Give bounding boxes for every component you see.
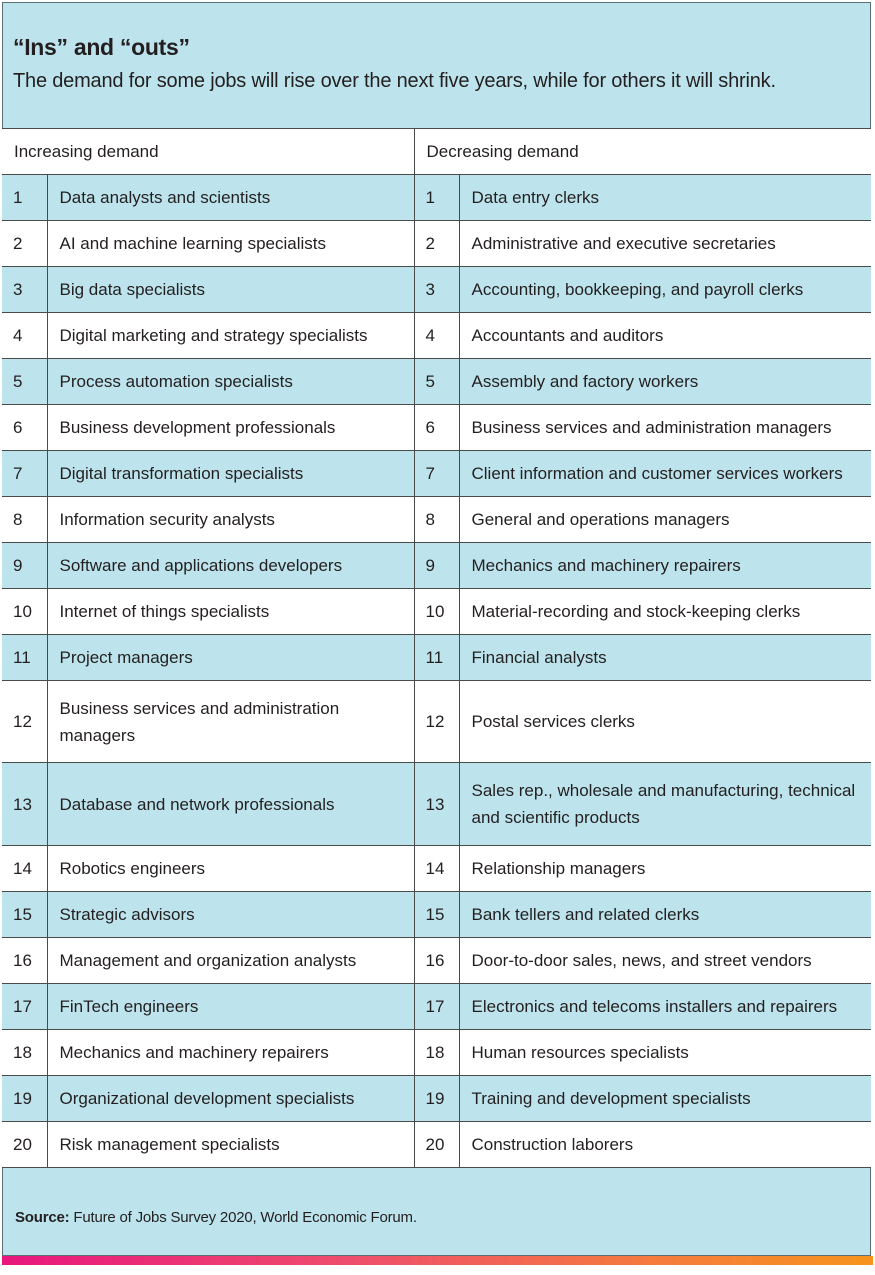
- rank-increasing: 18: [2, 1030, 47, 1076]
- table-row: [2, 221, 871, 267]
- job-decreasing: Sales rep., wholesale and manufacturing, technical and scientific products: [459, 763, 871, 846]
- rank-decreasing: 14: [414, 846, 459, 892]
- source-text: Future of Jobs Survey 2020, World Economic Forum.: [69, 1209, 417, 1226]
- job-increasing: Strategic advisors: [47, 892, 414, 938]
- job-decreasing: Administrative and executive secretaries: [459, 221, 871, 267]
- job-increasing: Business development professionals: [47, 405, 414, 451]
- job-increasing: Big data specialists: [47, 267, 414, 313]
- job-decreasing: Bank tellers and related clerks: [459, 892, 871, 938]
- rank-decreasing: 20: [414, 1122, 459, 1168]
- rank-decreasing: 1: [414, 175, 459, 221]
- table-row: [2, 497, 871, 543]
- rank-increasing: 6: [2, 405, 47, 451]
- job-decreasing: Construction laborers: [459, 1122, 871, 1168]
- rank-increasing: 12: [2, 681, 47, 763]
- job-decreasing: Data entry clerks: [459, 175, 871, 221]
- rank-decreasing: 18: [414, 1030, 459, 1076]
- rank-increasing: 19: [2, 1076, 47, 1122]
- job-increasing: Risk management specialists: [47, 1122, 414, 1168]
- job-increasing: Digital transformation specialists: [47, 451, 414, 497]
- table-row: [2, 313, 871, 359]
- rank-decreasing: 5: [414, 359, 459, 405]
- rank-increasing: 8: [2, 497, 47, 543]
- rank-decreasing: 9: [414, 543, 459, 589]
- job-increasing: Database and network professionals: [47, 763, 414, 846]
- table-row: [2, 681, 871, 763]
- rank-increasing: 14: [2, 846, 47, 892]
- table-row: [2, 589, 871, 635]
- job-increasing: FinTech engineers: [47, 984, 414, 1030]
- job-increasing: Data analysts and scientists: [47, 175, 414, 221]
- rank-increasing: 10: [2, 589, 47, 635]
- rank-increasing: 7: [2, 451, 47, 497]
- figure-title: “Ins” and “outs”: [13, 34, 190, 60]
- rank-increasing: 11: [2, 635, 47, 681]
- rank-decreasing: 16: [414, 938, 459, 984]
- job-increasing: Management and organization analysts: [47, 938, 414, 984]
- table-row: [2, 846, 871, 892]
- rank-decreasing: 11: [414, 635, 459, 681]
- job-decreasing: Material-recording and stock-keeping clerks: [459, 589, 871, 635]
- rank-increasing: 20: [2, 1122, 47, 1168]
- rank-decreasing: 12: [414, 681, 459, 763]
- job-decreasing: Accountants and auditors: [459, 313, 871, 359]
- job-increasing: Information security analysts: [47, 497, 414, 543]
- job-increasing: AI and machine learning specialists: [47, 221, 414, 267]
- rank-decreasing: 4: [414, 313, 459, 359]
- table-row: [2, 1122, 871, 1168]
- job-decreasing: Electronics and telecoms installers and repairers: [459, 984, 871, 1030]
- job-decreasing: Financial analysts: [459, 635, 871, 681]
- job-decreasing: Door-to-door sales, news, and street vendors: [459, 938, 871, 984]
- job-decreasing: Postal services clerks: [459, 681, 871, 763]
- rank-increasing: 17: [2, 984, 47, 1030]
- job-decreasing: Training and development specialists: [459, 1076, 871, 1122]
- rank-increasing: 3: [2, 267, 47, 313]
- table-header-row: [2, 129, 871, 175]
- job-increasing: Business services and administration managers: [47, 681, 414, 763]
- job-increasing: Organizational development specialists: [47, 1076, 414, 1122]
- rank-increasing: 16: [2, 938, 47, 984]
- rank-increasing: 13: [2, 763, 47, 846]
- job-increasing: Mechanics and machinery repairers: [47, 1030, 414, 1076]
- job-increasing: Digital marketing and strategy specialists: [47, 313, 414, 359]
- rank-decreasing: 17: [414, 984, 459, 1030]
- job-decreasing: Mechanics and machinery repairers: [459, 543, 871, 589]
- increasing-demand-header: Increasing demand: [2, 129, 414, 175]
- table-row: [2, 405, 871, 451]
- rank-decreasing: 15: [414, 892, 459, 938]
- rank-increasing: 1: [2, 175, 47, 221]
- table-row: [2, 1030, 871, 1076]
- rank-decreasing: 13: [414, 763, 459, 846]
- table-row: [2, 892, 871, 938]
- job-decreasing: Client information and customer services workers: [459, 451, 871, 497]
- job-increasing: Process automation specialists: [47, 359, 414, 405]
- table-body: [2, 129, 871, 1168]
- jobs-demand-table: [2, 128, 871, 1168]
- table-row: [2, 635, 871, 681]
- job-increasing: Software and applications developers: [47, 543, 414, 589]
- job-increasing: Internet of things specialists: [47, 589, 414, 635]
- table-row: [2, 1076, 871, 1122]
- rank-decreasing: 7: [414, 451, 459, 497]
- rank-decreasing: 2: [414, 221, 459, 267]
- rank-increasing: 5: [2, 359, 47, 405]
- table-row: [2, 175, 871, 221]
- job-decreasing: Assembly and factory workers: [459, 359, 871, 405]
- job-decreasing: Accounting, bookkeeping, and payroll clerks: [459, 267, 871, 313]
- source-label: Source:: [15, 1209, 70, 1226]
- rank-decreasing: 10: [414, 589, 459, 635]
- gradient-bar: [2, 1256, 873, 1265]
- figure-subtitle: The demand for some jobs will rise over the next five years, while for others it will shrink.: [13, 70, 776, 92]
- job-decreasing: Relationship managers: [459, 846, 871, 892]
- rank-decreasing: 19: [414, 1076, 459, 1122]
- figure-header: [13, 33, 863, 93]
- rank-decreasing: 8: [414, 497, 459, 543]
- job-decreasing: General and operations managers: [459, 497, 871, 543]
- table-row: [2, 938, 871, 984]
- rank-increasing: 15: [2, 892, 47, 938]
- table-row: [2, 763, 871, 846]
- table-row: [2, 451, 871, 497]
- job-increasing: Project managers: [47, 635, 414, 681]
- table-row: [2, 543, 871, 589]
- rank-decreasing: 6: [414, 405, 459, 451]
- rank-increasing: 4: [2, 313, 47, 359]
- job-increasing: Robotics engineers: [47, 846, 414, 892]
- rank-decreasing: 3: [414, 267, 459, 313]
- table-row: [2, 984, 871, 1030]
- rank-increasing: 9: [2, 543, 47, 589]
- job-decreasing: Business services and administration managers: [459, 405, 871, 451]
- table-row: [2, 359, 871, 405]
- table-row: [2, 267, 871, 313]
- job-decreasing: Human resources specialists: [459, 1030, 871, 1076]
- source-note: [15, 1209, 417, 1226]
- decreasing-demand-header: Decreasing demand: [414, 129, 871, 175]
- rank-increasing: 2: [2, 221, 47, 267]
